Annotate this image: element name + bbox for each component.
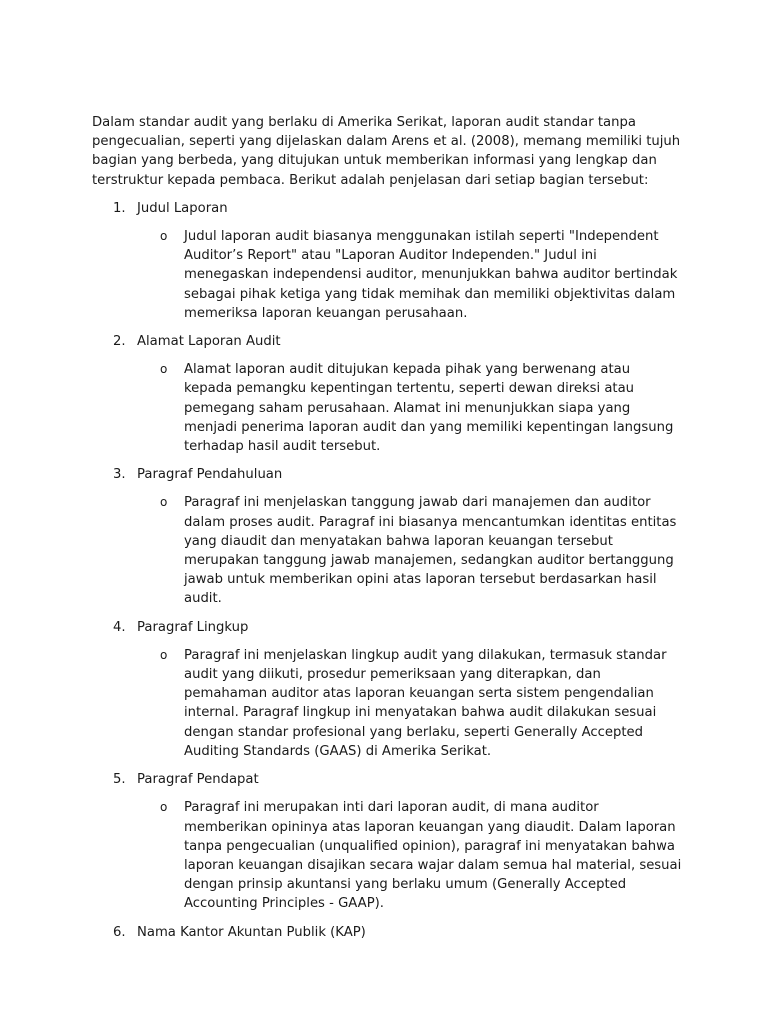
bullet-icon: o bbox=[160, 362, 168, 377]
sub-bullet bbox=[92, 360, 682, 456]
list-item-heading bbox=[92, 199, 682, 218]
list-item-title: Paragraf Lingkup bbox=[137, 619, 249, 635]
bullet-icon: o bbox=[160, 800, 168, 815]
list-item-number: 3. bbox=[113, 467, 126, 483]
list-item-title: Paragraf Pendapat bbox=[137, 772, 259, 788]
list-item-title: Paragraf Pendahuluan bbox=[137, 467, 283, 483]
list-item-number: 1. bbox=[113, 200, 126, 216]
document-body bbox=[92, 113, 682, 951]
section-list bbox=[92, 199, 682, 942]
list-item-number: 6. bbox=[113, 924, 126, 940]
list-item-heading bbox=[92, 332, 682, 351]
sub-bullet-text: Alamat laporan audit ditujukan kepada pihak yang berwenang atau kepada pemangku kepentingan tertentu, seperti dewan direksi atau pemegang saham perusahaan. Alamat ini menunjukkan siapa yang menjadi penerima laporan audit dan yang memiliki kepentingan langsung terhadap hasil audit tersebut. bbox=[184, 362, 674, 455]
list-item-number: 4. bbox=[113, 619, 126, 635]
list-item bbox=[92, 770, 682, 913]
list-item-number: 5. bbox=[113, 772, 126, 788]
bullet-icon: o bbox=[160, 495, 168, 510]
bullet-icon: o bbox=[160, 229, 168, 244]
list-item bbox=[92, 465, 682, 608]
list-item bbox=[92, 618, 682, 761]
list-item-heading bbox=[92, 770, 682, 789]
list-item-title: Alamat Laporan Audit bbox=[137, 334, 281, 350]
sub-bullet-text: Paragraf ini menjelaskan tanggung jawab dari manajemen dan auditor dalam proses audit. Paragraf ini biasanya mencantumkan identitas entitas yang diaudit dan menyatakan bahwa laporan keuangan tersebut merupakan tanggung jawab manajemen, sedangkan auditor bertanggung jawab untuk memberikan opini atas laporan tersebut berdasarkan hasil audit. bbox=[184, 495, 677, 607]
list-item-heading bbox=[92, 618, 682, 637]
bullet-icon: o bbox=[160, 647, 168, 662]
sub-bullet-text: Paragraf ini merupakan inti dari laporan audit, di mana auditor memberikan opininya atas laporan keuangan yang diaudit. Dalam laporan tanpa pengecualian (unqualified opinion), paragraf ini menyatakan bahwa laporan keuangan disajikan secara wajar dalam semua hal material, sesuai dengan prinsip akuntansi yang berlaku umum (Generally Accepted Accounting Principles - GAAP). bbox=[184, 800, 682, 912]
list-item bbox=[92, 923, 682, 942]
sub-bullet bbox=[92, 493, 682, 608]
list-item bbox=[92, 199, 682, 323]
list-item-title: Judul Laporan bbox=[137, 200, 228, 216]
sub-bullet-text: Judul laporan audit biasanya menggunakan istilah seperti "Independent Auditor’s Report" atau "Laporan Auditor Independen." Judul ini menegaskan independensi auditor, menunjukkan bahwa auditor bertindak sebagai pihak ketiga yang tidak memihak dan memiliki objektivitas dalam memeriksa laporan keuangan perusahaan. bbox=[184, 229, 678, 321]
sub-bullet-text: Paragraf ini menjelaskan lingkup audit yang dilakukan, termasuk standar audit yang diikuti, prosedur pemeriksaan yang diterapkan, dan pemahaman auditor atas laporan keuangan serta sistem pengendalian internal. Paragraf lingkup ini menyatakan bahwa audit dilakukan sesuai dengan standar profesional yang berlaku, seperti Generally Accepted Auditing Standards (GAAS) di Amerika Serikat. bbox=[184, 647, 667, 759]
list-item bbox=[92, 332, 682, 456]
sub-bullet bbox=[92, 227, 682, 323]
list-item-number: 2. bbox=[113, 334, 126, 350]
list-item-heading bbox=[92, 465, 682, 484]
sub-bullet bbox=[92, 798, 682, 913]
intro-paragraph: Dalam standar audit yang berlaku di Amerika Serikat, laporan audit standar tanpa pengecualian, seperti yang dijelaskan dalam Arens et al. (2008), memang memiliki tujuh bagian yang berbeda, yang ditujukan untuk memberikan informasi yang lengkap dan terstruktur kepada pembaca. Berikut adalah penjelasan dari setiap bagian tersebut: bbox=[92, 115, 681, 188]
sub-bullet bbox=[92, 646, 682, 761]
list-item-title: Nama Kantor Akuntan Publik (KAP) bbox=[137, 924, 366, 940]
list-item-heading bbox=[92, 923, 682, 942]
